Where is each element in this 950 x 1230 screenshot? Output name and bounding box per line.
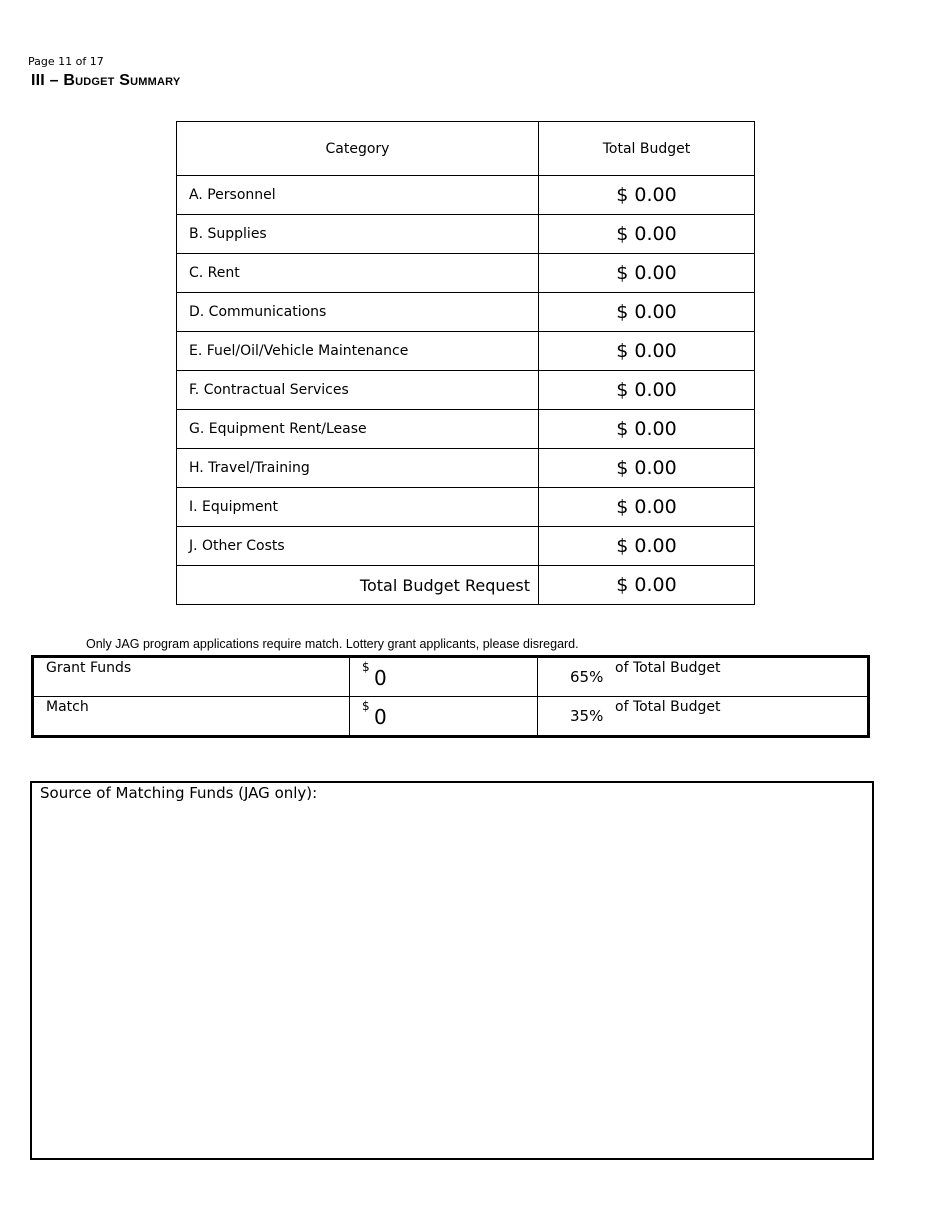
match-amount-field[interactable]: 0 <box>374 705 387 729</box>
page-number: Page 11 of 17 <box>28 55 104 68</box>
budget-summary-table <box>176 121 755 605</box>
match-note: Only JAG program applications require match. Lottery grant applicants, please disregard. <box>86 637 579 651</box>
table-row <box>177 215 755 254</box>
amount-field[interactable]: $ 0.00 <box>539 176 755 215</box>
source-of-matching-funds-label: Source of Matching Funds (JAG only): <box>40 784 318 802</box>
amount-field[interactable]: $ 0.00 <box>539 410 755 449</box>
category-label: B. Supplies <box>177 215 539 254</box>
total-label: Total Budget Request <box>177 566 539 605</box>
table-row <box>177 254 755 293</box>
table-row <box>177 449 755 488</box>
category-label: J. Other Costs <box>177 527 539 566</box>
table-row <box>177 410 755 449</box>
grant-funds-row <box>33 657 869 697</box>
table-row <box>177 371 755 410</box>
currency-symbol: $ <box>362 699 370 713</box>
source-of-matching-funds-field[interactable] <box>30 781 874 1160</box>
table-row <box>177 332 755 371</box>
amount-field[interactable]: $ 0.00 <box>539 215 755 254</box>
percent-label: of Total Budget <box>615 660 721 676</box>
amount-field[interactable]: $ 0.00 <box>539 527 755 566</box>
total-amount-field[interactable]: $ 0.00 <box>539 566 755 605</box>
funds-table <box>31 655 870 738</box>
category-label: F. Contractual Services <box>177 371 539 410</box>
match-percent-field[interactable]: 35% <box>570 707 604 725</box>
amount-field[interactable]: $ 0.00 <box>539 332 755 371</box>
amount-field[interactable]: $ 0.00 <box>539 371 755 410</box>
category-label: C. Rent <box>177 254 539 293</box>
amount-field[interactable]: $ 0.00 <box>539 449 755 488</box>
amount-field[interactable]: $ 0.00 <box>539 254 755 293</box>
grant-funds-amount-field[interactable]: 0 <box>374 666 387 690</box>
total-budget-header: Total Budget <box>539 122 755 176</box>
total-row <box>177 566 755 605</box>
match-label: Match <box>33 697 350 737</box>
category-label: A. Personnel <box>177 176 539 215</box>
category-label: E. Fuel/Oil/Vehicle Maintenance <box>177 332 539 371</box>
currency-symbol: $ <box>362 660 370 674</box>
amount-field[interactable]: $ 0.00 <box>539 488 755 527</box>
match-cell <box>350 697 538 737</box>
grant-funds-percent-cell <box>538 657 869 697</box>
table-row <box>177 488 755 527</box>
table-row <box>177 527 755 566</box>
percent-label: of Total Budget <box>615 699 721 715</box>
category-header: Category <box>177 122 539 176</box>
category-label: D. Communications <box>177 293 539 332</box>
table-header-row <box>177 122 755 176</box>
grant-funds-label: Grant Funds <box>33 657 350 697</box>
category-label: I. Equipment <box>177 488 539 527</box>
category-label: H. Travel/Training <box>177 449 539 488</box>
grant-funds-percent-field[interactable]: 65% <box>570 668 604 686</box>
match-percent-cell <box>538 697 869 737</box>
table-row <box>177 293 755 332</box>
section-title: III – Budget Summary <box>31 72 181 89</box>
amount-field[interactable]: $ 0.00 <box>539 293 755 332</box>
table-row <box>177 176 755 215</box>
grant-funds-cell <box>350 657 538 697</box>
match-row <box>33 697 869 737</box>
category-label: G. Equipment Rent/Lease <box>177 410 539 449</box>
